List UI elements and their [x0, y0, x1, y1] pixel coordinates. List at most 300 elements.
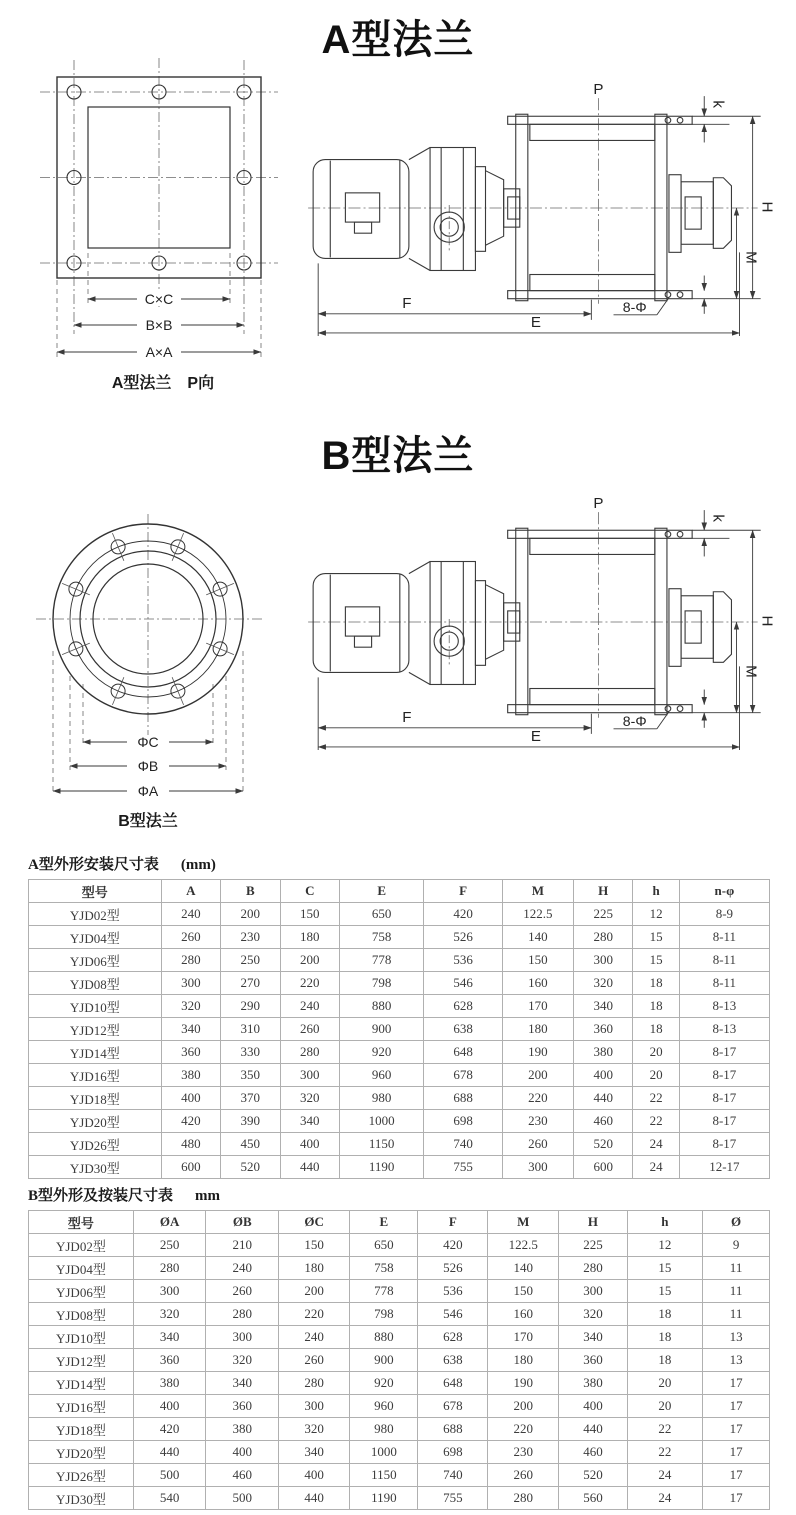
value-cell: 260 — [161, 926, 220, 949]
value-cell: 980 — [340, 1087, 424, 1110]
value-cell: 230 — [488, 1441, 559, 1464]
value-cell: 180 — [502, 1018, 573, 1041]
value-cell: 320 — [161, 995, 220, 1018]
model-cell: YJD10型 — [29, 995, 162, 1018]
value-cell: 300 — [559, 1280, 627, 1303]
value-cell: 280 — [279, 1372, 350, 1395]
value-cell: 24 — [627, 1487, 703, 1510]
dim-phib-label: ΦB — [137, 758, 159, 774]
value-cell: 380 — [573, 1041, 632, 1064]
model-cell: YJD30型 — [29, 1487, 134, 1510]
dimension-table-a — [28, 879, 770, 1179]
value-cell: 778 — [350, 1280, 418, 1303]
value-cell: 500 — [133, 1464, 206, 1487]
model-cell: YJD18型 — [29, 1087, 162, 1110]
value-cell: 190 — [488, 1372, 559, 1395]
value-cell: 420 — [133, 1418, 206, 1441]
value-cell: 220 — [280, 972, 339, 995]
model-cell: YJD26型 — [29, 1133, 162, 1156]
value-cell: 20 — [627, 1395, 703, 1418]
value-cell: 1150 — [340, 1133, 424, 1156]
value-cell: 340 — [559, 1326, 627, 1349]
value-cell: 12 — [633, 903, 679, 926]
value-cell: 536 — [424, 949, 502, 972]
label-h: H — [758, 201, 776, 213]
value-cell: 400 — [133, 1395, 206, 1418]
value-cell: 260 — [280, 1018, 339, 1041]
table-b-header-row — [29, 1211, 770, 1234]
value-cell: 440 — [280, 1156, 339, 1179]
model-cell: YJD04型 — [29, 926, 162, 949]
value-cell: 160 — [502, 972, 573, 995]
value-cell: 11 — [703, 1303, 770, 1326]
value-cell: 400 — [280, 1133, 339, 1156]
value-cell: 778 — [340, 949, 424, 972]
value-cell: 360 — [206, 1395, 279, 1418]
value-cell: 280 — [488, 1487, 559, 1510]
value-cell: 340 — [161, 1018, 220, 1041]
value-cell: 600 — [573, 1156, 632, 1179]
value-cell: 380 — [161, 1064, 220, 1087]
value-cell: 8-13 — [679, 1018, 769, 1041]
value-cell: 480 — [161, 1133, 220, 1156]
label-h: H — [758, 615, 776, 627]
dim-axa-label: A×A — [145, 344, 173, 360]
label-e: E — [530, 313, 541, 331]
value-cell: 758 — [350, 1257, 418, 1280]
value-cell: 648 — [418, 1372, 488, 1395]
value-cell: 320 — [206, 1349, 279, 1372]
value-cell: 980 — [350, 1418, 418, 1441]
value-cell: 230 — [221, 926, 280, 949]
value-cell: 8-17 — [679, 1087, 769, 1110]
model-cell: YJD08型 — [29, 972, 162, 995]
value-cell: 440 — [573, 1087, 632, 1110]
value-cell: 560 — [559, 1487, 627, 1510]
value-cell: 755 — [424, 1156, 502, 1179]
table-row — [29, 1064, 770, 1087]
value-cell: 340 — [206, 1372, 279, 1395]
value-cell: 260 — [279, 1349, 350, 1372]
value-cell: 8-11 — [679, 949, 769, 972]
value-cell: 360 — [573, 1018, 632, 1041]
value-cell: 540 — [133, 1487, 206, 1510]
value-cell: 920 — [350, 1372, 418, 1395]
value-cell: 260 — [206, 1280, 279, 1303]
value-cell: 310 — [221, 1018, 280, 1041]
table-row — [29, 1110, 770, 1133]
table-row — [29, 1087, 770, 1110]
value-cell: 390 — [221, 1110, 280, 1133]
table-a-header-row — [29, 880, 770, 903]
value-cell: 280 — [280, 1041, 339, 1064]
value-cell: 8-9 — [679, 903, 769, 926]
value-cell: 220 — [502, 1087, 573, 1110]
value-cell: 400 — [559, 1395, 627, 1418]
label-f: F — [402, 294, 412, 312]
dim-phia-label: ΦA — [137, 783, 159, 799]
value-cell: 300 — [133, 1280, 206, 1303]
value-cell: 8-17 — [679, 1041, 769, 1064]
value-cell: 150 — [488, 1280, 559, 1303]
value-cell: 340 — [280, 1110, 339, 1133]
table-row — [29, 1018, 770, 1041]
value-cell: 460 — [573, 1110, 632, 1133]
value-cell: 17 — [703, 1418, 770, 1441]
table-a-unit: (mm) — [180, 857, 216, 873]
section-a-title: A型法兰 — [321, 18, 475, 62]
value-cell: 628 — [424, 995, 502, 1018]
column-header: F — [424, 880, 502, 903]
value-cell: 900 — [340, 1018, 424, 1041]
value-cell: 17 — [703, 1372, 770, 1395]
value-cell: 450 — [221, 1133, 280, 1156]
value-cell: 320 — [133, 1303, 206, 1326]
value-cell: 526 — [418, 1257, 488, 1280]
value-cell: 180 — [280, 926, 339, 949]
value-cell: 320 — [280, 1087, 339, 1110]
value-cell: 290 — [221, 995, 280, 1018]
label-k: k — [709, 100, 727, 108]
value-cell: 240 — [206, 1257, 279, 1280]
value-cell: 440 — [133, 1441, 206, 1464]
value-cell: 220 — [488, 1418, 559, 1441]
value-cell: 440 — [279, 1487, 350, 1510]
model-cell: YJD18型 — [29, 1418, 134, 1441]
column-header: H — [559, 1211, 627, 1234]
column-header: h — [633, 880, 679, 903]
value-cell: 270 — [221, 972, 280, 995]
dim-phic-label: ΦC — [137, 734, 159, 750]
dim-cxc-label: C×C — [144, 291, 174, 307]
value-cell: 520 — [573, 1133, 632, 1156]
flange-b-drawing — [28, 486, 310, 838]
value-cell: 8-13 — [679, 995, 769, 1018]
column-header: Ø — [703, 1211, 770, 1234]
value-cell: 698 — [418, 1441, 488, 1464]
table-row — [29, 972, 770, 995]
value-cell: 320 — [573, 972, 632, 995]
table-row — [29, 1372, 770, 1395]
label-p: P — [593, 84, 604, 99]
value-cell: 12 — [627, 1234, 703, 1257]
value-cell: 740 — [418, 1464, 488, 1487]
value-cell: 330 — [221, 1041, 280, 1064]
column-header: ØC — [279, 1211, 350, 1234]
flange-a-outline — [57, 77, 261, 278]
model-cell: YJD16型 — [29, 1395, 134, 1418]
value-cell: 11 — [703, 1280, 770, 1303]
label-m: M — [742, 251, 760, 264]
table-a-title: A型外形安装尺寸表 — [28, 857, 159, 873]
label-p: P — [593, 498, 604, 513]
model-cell: YJD14型 — [29, 1372, 134, 1395]
value-cell: 758 — [340, 926, 424, 949]
value-cell: 400 — [573, 1064, 632, 1087]
table-a-block — [28, 855, 770, 1179]
value-cell: 280 — [559, 1257, 627, 1280]
column-header: C — [280, 880, 339, 903]
value-cell: 170 — [502, 995, 573, 1018]
value-cell: 628 — [418, 1326, 488, 1349]
value-cell: 9 — [703, 1234, 770, 1257]
value-cell: 13 — [703, 1349, 770, 1372]
value-cell: 8-17 — [679, 1133, 769, 1156]
table-b-caption — [28, 1186, 770, 1210]
column-header: E — [340, 880, 424, 903]
column-header: ØA — [133, 1211, 206, 1234]
value-cell: 17 — [703, 1464, 770, 1487]
model-cell: YJD02型 — [29, 1234, 134, 1257]
value-cell: 8-17 — [679, 1064, 769, 1087]
value-cell: 638 — [424, 1018, 502, 1041]
value-cell: 300 — [161, 972, 220, 995]
flange-a-centerlines — [40, 58, 278, 360]
table-row — [29, 1041, 770, 1064]
value-cell: 920 — [340, 1041, 424, 1064]
table-b-unit: mm — [195, 1188, 221, 1204]
value-cell: 240 — [280, 995, 339, 1018]
value-cell: 180 — [488, 1349, 559, 1372]
model-cell: YJD14型 — [29, 1041, 162, 1064]
value-cell: 350 — [221, 1064, 280, 1087]
value-cell: 20 — [633, 1041, 679, 1064]
model-cell: YJD30型 — [29, 1156, 162, 1179]
column-header: h — [627, 1211, 703, 1234]
value-cell: 140 — [502, 926, 573, 949]
column-header: 型号 — [29, 1211, 134, 1234]
value-cell: 260 — [502, 1133, 573, 1156]
value-cell: 250 — [221, 949, 280, 972]
value-cell: 160 — [488, 1303, 559, 1326]
value-cell: 225 — [559, 1234, 627, 1257]
value-cell: 8-11 — [679, 972, 769, 995]
value-cell: 520 — [559, 1464, 627, 1487]
value-cell: 688 — [424, 1087, 502, 1110]
value-cell: 220 — [279, 1303, 350, 1326]
column-header: H — [573, 880, 632, 903]
value-cell: 320 — [559, 1303, 627, 1326]
value-cell: 740 — [424, 1133, 502, 1156]
value-cell: 18 — [627, 1349, 703, 1372]
value-cell: 798 — [350, 1303, 418, 1326]
value-cell: 280 — [206, 1303, 279, 1326]
value-cell: 17 — [703, 1441, 770, 1464]
value-cell: 698 — [424, 1110, 502, 1133]
model-cell: YJD20型 — [29, 1441, 134, 1464]
value-cell: 380 — [206, 1418, 279, 1441]
model-cell: YJD12型 — [29, 1349, 134, 1372]
value-cell: 648 — [424, 1041, 502, 1064]
value-cell: 400 — [206, 1441, 279, 1464]
value-cell: 440 — [559, 1418, 627, 1441]
value-cell: 260 — [488, 1464, 559, 1487]
value-cell: 8-11 — [679, 926, 769, 949]
value-cell: 340 — [573, 995, 632, 1018]
value-cell: 460 — [559, 1441, 627, 1464]
value-cell: 13 — [703, 1326, 770, 1349]
value-cell: 638 — [418, 1349, 488, 1372]
table-row — [29, 926, 770, 949]
value-cell: 420 — [161, 1110, 220, 1133]
value-cell: 200 — [502, 1064, 573, 1087]
value-cell: 24 — [633, 1133, 679, 1156]
table-row — [29, 949, 770, 972]
dim-bxb-label: B×B — [145, 317, 173, 333]
table-b-block — [28, 1186, 770, 1510]
value-cell: 22 — [627, 1418, 703, 1441]
column-header: A — [161, 880, 220, 903]
value-cell: 200 — [279, 1280, 350, 1303]
flange-b-caption: B型法兰 — [118, 813, 178, 830]
value-cell: 12-17 — [679, 1156, 769, 1179]
value-cell: 960 — [340, 1064, 424, 1087]
flange-a-caption: A型法兰 P向 — [111, 375, 215, 392]
value-cell: 17 — [703, 1487, 770, 1510]
value-cell: 180 — [279, 1257, 350, 1280]
value-cell: 280 — [161, 949, 220, 972]
value-cell: 18 — [633, 972, 679, 995]
value-cell: 420 — [424, 903, 502, 926]
table-row — [29, 1257, 770, 1280]
value-cell: 526 — [424, 926, 502, 949]
model-cell: YJD16型 — [29, 1064, 162, 1087]
value-cell: 150 — [502, 949, 573, 972]
value-cell: 380 — [559, 1372, 627, 1395]
value-cell: 520 — [221, 1156, 280, 1179]
value-cell: 360 — [559, 1349, 627, 1372]
value-cell: 500 — [206, 1487, 279, 1510]
table-row — [29, 1349, 770, 1372]
column-header: n-φ — [679, 880, 769, 903]
column-header: M — [488, 1211, 559, 1234]
value-cell: 320 — [279, 1418, 350, 1441]
value-cell: 18 — [633, 1018, 679, 1041]
value-cell: 20 — [627, 1372, 703, 1395]
value-cell: 15 — [627, 1257, 703, 1280]
value-cell: 340 — [279, 1441, 350, 1464]
value-cell: 1000 — [340, 1110, 424, 1133]
model-cell: YJD02型 — [29, 903, 162, 926]
model-cell: YJD04型 — [29, 1257, 134, 1280]
value-cell: 688 — [418, 1418, 488, 1441]
value-cell: 200 — [488, 1395, 559, 1418]
machine-b-drawing — [306, 498, 790, 750]
table-row — [29, 1326, 770, 1349]
value-cell: 300 — [573, 949, 632, 972]
table-row — [29, 1395, 770, 1418]
value-cell: 460 — [206, 1464, 279, 1487]
model-cell: YJD06型 — [29, 1280, 134, 1303]
value-cell: 280 — [133, 1257, 206, 1280]
value-cell: 18 — [627, 1326, 703, 1349]
value-cell: 678 — [418, 1395, 488, 1418]
table-row — [29, 1234, 770, 1257]
value-cell: 300 — [280, 1064, 339, 1087]
dimension-table-b — [28, 1210, 770, 1510]
value-cell: 190 — [502, 1041, 573, 1064]
value-cell: 340 — [133, 1326, 206, 1349]
value-cell: 140 — [488, 1257, 559, 1280]
model-cell: YJD12型 — [29, 1018, 162, 1041]
label-bolt: 8-Φ — [622, 712, 647, 729]
table-row — [29, 1303, 770, 1326]
value-cell: 24 — [633, 1156, 679, 1179]
model-cell: YJD20型 — [29, 1110, 162, 1133]
machine-a-drawing — [306, 84, 790, 336]
table-row — [29, 1418, 770, 1441]
table-b-title: B型外形及按装尺寸表 — [28, 1188, 174, 1204]
value-cell: 1000 — [350, 1441, 418, 1464]
value-cell: 536 — [418, 1280, 488, 1303]
label-m: M — [742, 665, 760, 678]
value-cell: 960 — [350, 1395, 418, 1418]
table-row — [29, 1441, 770, 1464]
value-cell: 400 — [279, 1464, 350, 1487]
value-cell: 18 — [633, 995, 679, 1018]
table-row — [29, 995, 770, 1018]
value-cell: 880 — [340, 995, 424, 1018]
value-cell: 1190 — [340, 1156, 424, 1179]
value-cell: 880 — [350, 1326, 418, 1349]
value-cell: 8-17 — [679, 1110, 769, 1133]
value-cell: 170 — [488, 1326, 559, 1349]
value-cell: 1190 — [350, 1487, 418, 1510]
value-cell: 300 — [502, 1156, 573, 1179]
label-bolt: 8-Φ — [622, 298, 647, 315]
table-row — [29, 1487, 770, 1510]
value-cell: 20 — [633, 1064, 679, 1087]
value-cell: 400 — [161, 1087, 220, 1110]
label-e: E — [530, 727, 541, 745]
value-cell: 600 — [161, 1156, 220, 1179]
value-cell: 15 — [633, 949, 679, 972]
value-cell: 370 — [221, 1087, 280, 1110]
value-cell: 17 — [703, 1395, 770, 1418]
value-cell: 755 — [418, 1487, 488, 1510]
value-cell: 546 — [424, 972, 502, 995]
value-cell: 22 — [633, 1087, 679, 1110]
value-cell: 11 — [703, 1257, 770, 1280]
value-cell: 360 — [133, 1349, 206, 1372]
value-cell: 22 — [633, 1110, 679, 1133]
value-cell: 380 — [133, 1372, 206, 1395]
value-cell: 150 — [279, 1234, 350, 1257]
flange-a-drawing — [28, 50, 310, 402]
value-cell: 798 — [340, 972, 424, 995]
value-cell: 200 — [280, 949, 339, 972]
flange-b-centerlines — [36, 514, 262, 795]
value-cell: 24 — [627, 1464, 703, 1487]
value-cell: 18 — [627, 1303, 703, 1326]
column-header: E — [350, 1211, 418, 1234]
value-cell: 122.5 — [488, 1234, 559, 1257]
table-row — [29, 903, 770, 926]
value-cell: 1150 — [350, 1464, 418, 1487]
table-row — [29, 1464, 770, 1487]
value-cell: 900 — [350, 1349, 418, 1372]
section-b-title: B型法兰 — [321, 434, 475, 478]
table-row — [29, 1280, 770, 1303]
value-cell: 22 — [627, 1441, 703, 1464]
value-cell: 650 — [340, 903, 424, 926]
model-cell: YJD06型 — [29, 949, 162, 972]
table-row — [29, 1133, 770, 1156]
column-header: B — [221, 880, 280, 903]
value-cell: 678 — [424, 1064, 502, 1087]
value-cell: 15 — [633, 926, 679, 949]
column-header: F — [418, 1211, 488, 1234]
